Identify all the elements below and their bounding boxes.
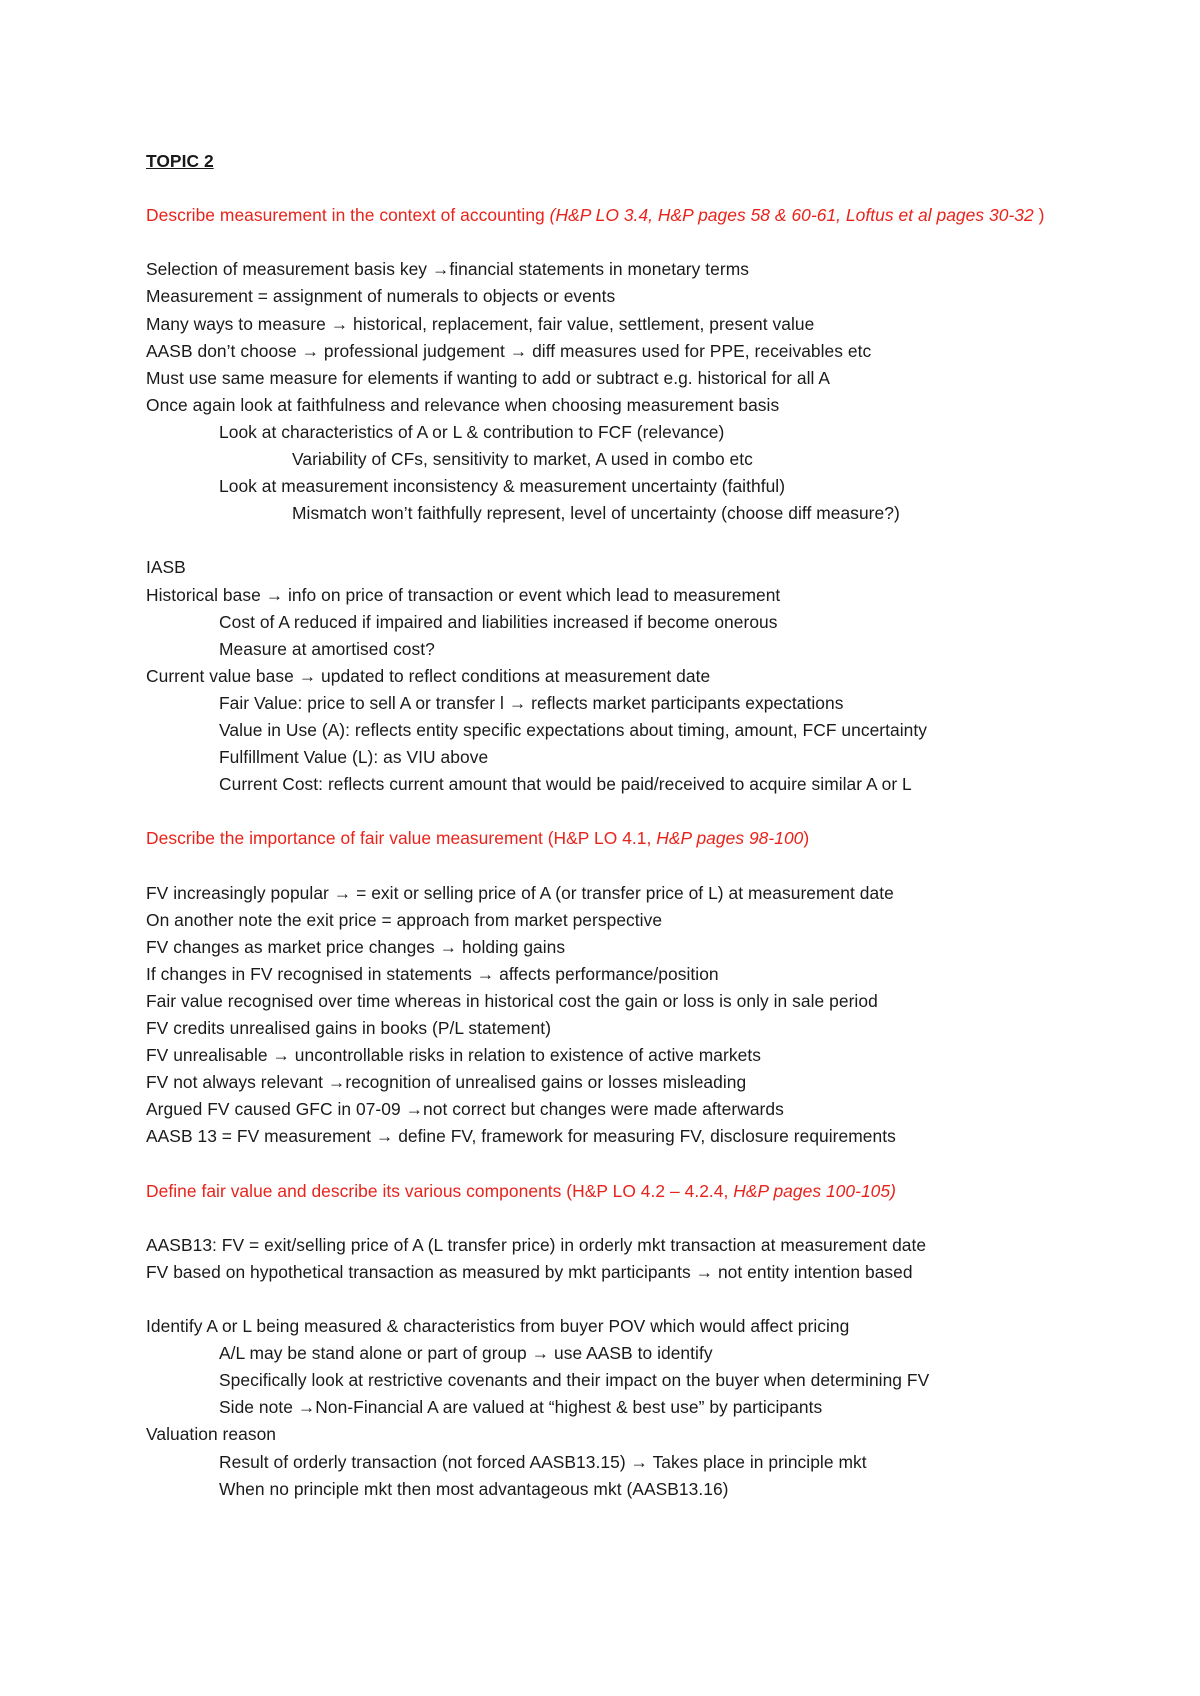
arrow-icon: → [431, 259, 450, 280]
text-segment: FV changes as market price changes [146, 936, 440, 957]
text-segment: Fair Value: price to sell A or transfer l [219, 692, 509, 713]
text-segment: FV based on hypothetical transaction as measured by mkt participants [146, 1261, 696, 1282]
text-segment: AASB 13 = FV measurement [146, 1126, 376, 1147]
text-segment: Must use same measure for elements if wanting to add or subtract e.g. historical for all A [146, 367, 831, 388]
note-line [146, 338, 1080, 365]
text-segment: FV not always relevant [146, 1072, 328, 1093]
arrow-icon: → [405, 1099, 424, 1120]
text-segment: updated to reflect conditions at measurement date [316, 665, 711, 686]
note-line [146, 1042, 1080, 1069]
text-segment: AASB13: FV = exit/selling price of A (L transfer price) in orderly mkt transaction at measurement date [146, 1234, 927, 1255]
text-segment: Measure at amortised cost? [219, 638, 435, 659]
text-segment: Once again look at faithfulness and relevance when choosing measurement basis [146, 394, 780, 415]
section-heading-define-fv [146, 1178, 1080, 1205]
arrow-icon: → [630, 1451, 648, 1472]
text-segment: Historical base [146, 584, 266, 605]
section-label-iasb: IASB [146, 557, 186, 578]
arrow-icon: → [330, 313, 349, 334]
note-line [146, 283, 1080, 310]
note-line-indent-1 [146, 636, 1080, 663]
text-segment: Measurement = assignment of numerals to objects or events [146, 286, 616, 307]
heading-reference: (H&P LO 3.4, H&P pages 58 & 60-61, Loftus et al pages 30-32 [549, 205, 1039, 226]
arrow-icon: → [439, 936, 458, 957]
heading-text: Describe the importance of fair value measurement (H&P LO 4.1, [146, 828, 657, 849]
note-line-indent-1 [146, 419, 1080, 446]
spacer [146, 1150, 1080, 1177]
heading-close: ) [803, 828, 810, 849]
text-segment: Current Cost: reflects current amount that would be paid/received to acquire similar A or L [219, 774, 912, 795]
arrow-icon: → [476, 963, 495, 984]
text-segment: Look at characteristics of A or L & contribution to FCF (relevance) [219, 421, 725, 442]
heading-reference: H&P pages 98-100 [656, 828, 804, 849]
text-segment: Many ways to measure [146, 313, 331, 334]
arrow-icon: → [265, 584, 284, 605]
arrow-icon: → [333, 882, 352, 903]
text-segment: Takes place in principle mkt [648, 1451, 867, 1472]
arrow-icon: → [508, 692, 527, 713]
spacer [146, 852, 1080, 879]
text-segment: info on price of transaction or event which lead to measurement [283, 584, 781, 605]
text-segment: Selection of measurement basis key [146, 259, 432, 280]
spacer [146, 1286, 1080, 1313]
note-line [146, 1123, 1080, 1150]
text-segment: Look at measurement inconsistency & measurement uncertainty (faithful) [219, 476, 786, 497]
text-segment: Variability of CFs, sensitivity to market, A used in combo etc [292, 449, 753, 470]
note-line [146, 880, 1080, 907]
arrow-icon: → [301, 340, 320, 361]
note-line-indent-1 [146, 1340, 1080, 1367]
text-segment: FV unrealisable [146, 1045, 273, 1066]
arrow-icon: → [297, 1397, 316, 1418]
note-line-indent-1 [146, 717, 1080, 744]
note-line [146, 907, 1080, 934]
text-segment: Mismatch won’t faithfully represent, level of uncertainty (choose diff measure?) [292, 503, 900, 524]
note-line [146, 934, 1080, 961]
heading-text: Define fair value and describe its various components (H&P LO 4.2 – 4.2.4, [146, 1180, 734, 1201]
note-line [146, 961, 1080, 988]
text-segment: Valuation reason [146, 1424, 277, 1445]
text-segment: not correct but changes were made afterwards [423, 1099, 784, 1120]
text-segment: historical, replacement, fair value, settlement, present value [348, 313, 815, 334]
text-segment: financial statements in monetary terms [449, 259, 749, 280]
section-heading-measurement [146, 202, 1051, 229]
note-line-indent-1 [146, 1367, 1080, 1394]
arrow-icon: → [509, 340, 528, 361]
note-line [146, 1313, 1080, 1340]
text-segment: Current value base [146, 665, 299, 686]
note-line-indent-1 [146, 771, 1080, 798]
text-segment: Specifically look at restrictive covenants and their impact on the buyer when determining FV [219, 1370, 930, 1391]
note-line [146, 311, 1080, 338]
arrow-icon: → [695, 1261, 714, 1282]
arrow-icon: → [375, 1126, 394, 1147]
note-line-indent-1 [146, 1394, 1080, 1421]
note-line [146, 582, 1080, 609]
text-segment: not entity intention based [713, 1261, 913, 1282]
note-line-indent-1 [146, 1476, 1080, 1503]
text-segment: Fair value recognised over time whereas in historical cost the gain or loss is only in sale period [146, 990, 878, 1011]
text-segment: Argued FV caused GFC in 07-09 [146, 1099, 406, 1120]
note-line-indent-1 [146, 609, 1080, 636]
text-segment: FV increasingly popular [146, 882, 334, 903]
note-line-indent-1 [146, 690, 1080, 717]
note-line [146, 988, 1080, 1015]
text-segment: reflects market participants expectations [526, 692, 844, 713]
text-segment: Identify A or L being measured & characteristics from buyer POV which would affect pricing [146, 1316, 850, 1337]
text-segment: holding gains [457, 936, 566, 957]
text-segment: Side note [219, 1397, 298, 1418]
note-line-indent-1 [146, 744, 1080, 771]
heading-reference: H&P pages 100-105) [733, 1180, 896, 1201]
text-segment: Fulfillment Value (L): as VIU above [219, 747, 489, 768]
spacer [146, 527, 1080, 554]
section-heading-fv-importance [146, 825, 1080, 852]
note-line-indent-1 [146, 1449, 1080, 1476]
note-line [146, 392, 1080, 419]
note-line-indent-2 [146, 446, 1080, 473]
text-segment: A/L may be stand alone or part of group [219, 1343, 532, 1364]
note-line-indent-2 [146, 500, 1080, 527]
text-segment: Non-Financial A are valued at “highest & best use” by participants [315, 1397, 823, 1418]
note-line [146, 1069, 1080, 1096]
text-segment: FV credits unrealised gains in books (P/L statement) [146, 1018, 552, 1038]
arrow-icon: → [327, 1072, 346, 1093]
text-segment: Result of orderly transaction (not forced AASB13.15) [219, 1451, 631, 1472]
text-segment: AASB don’t choose [146, 340, 302, 361]
note-line [146, 663, 1080, 690]
note-line [146, 1015, 1080, 1042]
spacer [146, 229, 1080, 256]
text-segment: uncontrollable risks in relation to existence of active markets [289, 1045, 761, 1066]
note-line [146, 1232, 1080, 1259]
note-line-indent-1 [146, 473, 1080, 500]
text-segment: If changes in FV recognised in statements [146, 963, 477, 984]
note-line [146, 256, 1080, 283]
text-segment: Cost of A reduced if impaired and liabilities increased if become onerous [219, 611, 778, 632]
text-segment: professional judgement [319, 340, 510, 361]
text-segment: define FV, framework for measuring FV, disclosure requirements [393, 1126, 896, 1147]
note-line [146, 365, 1080, 392]
note-line [146, 1096, 1080, 1123]
spacer [146, 1205, 1080, 1232]
text-segment: Value in Use (A): reflects entity specific expectations about timing, amount, FCF uncertainty [219, 719, 927, 740]
heading-text: Describe measurement in the context of accounting [146, 205, 550, 226]
text-segment: affects performance/position [494, 963, 719, 984]
text-segment: use AASB to identify [549, 1343, 713, 1364]
text-segment: = exit or selling price of A (or transfer price of L) at measurement date [351, 882, 894, 903]
arrow-icon: → [298, 665, 317, 686]
note-line [146, 1421, 1080, 1448]
arrow-icon: → [531, 1343, 550, 1364]
heading-close: ) [1038, 205, 1045, 226]
text-segment: diff measures used for PPE, receivables etc [527, 340, 872, 361]
text-segment: When no principle mkt then most advantageous mkt (AASB13.16) [219, 1478, 729, 1499]
note-line [146, 1259, 1080, 1286]
arrow-icon: → [272, 1045, 290, 1066]
spacer [146, 175, 1080, 202]
document-title: TOPIC 2 [146, 151, 214, 171]
text-segment: recognition of unrealised gains or losses misleading [345, 1072, 747, 1093]
text-segment: On another note the exit price = approach from market perspective [146, 909, 663, 930]
spacer [146, 798, 1080, 825]
